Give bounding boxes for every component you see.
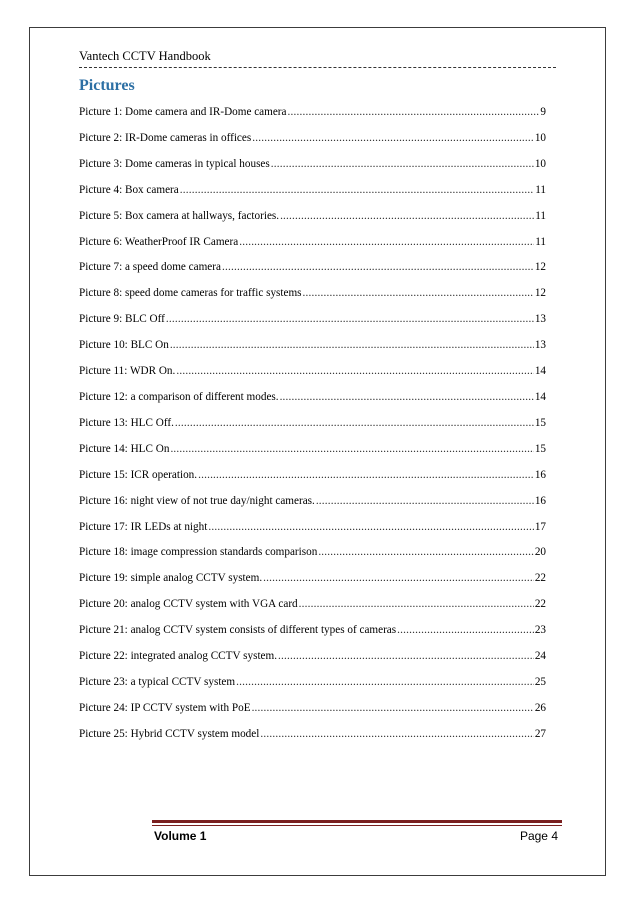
toc-entry-page-number: 16 — [534, 468, 546, 481]
toc-entry-page-number: 14 — [534, 390, 546, 403]
toc-entry-label: Picture 16: night view of not true day/night cameras. — [79, 494, 315, 507]
toc-dot-leader — [271, 152, 534, 178]
toc-dot-leader — [198, 463, 534, 489]
toc-entry[interactable] — [79, 178, 546, 204]
toc-entry[interactable] — [79, 230, 546, 256]
toc-dot-leader — [180, 178, 534, 204]
toc-entry[interactable] — [79, 463, 546, 489]
toc-dot-leader — [280, 204, 534, 230]
toc-entry[interactable] — [79, 515, 546, 541]
toc-entry-page-number: 22 — [534, 598, 546, 611]
toc-entry-page-number: 10 — [534, 157, 546, 170]
section-heading: Pictures — [79, 77, 135, 94]
toc-entry-label: Picture 5: Box camera at hallways, factories. — [79, 209, 280, 222]
toc-entry-label: Picture 4: Box camera — [79, 183, 179, 196]
toc-entry-label: Picture 23: a typical CCTV system — [79, 675, 236, 688]
toc-entry-label: Picture 19: simple analog CCTV system. — [79, 572, 263, 585]
toc-dot-leader — [299, 592, 534, 618]
toc-entry-page-number: 27 — [534, 727, 546, 740]
toc-entry-label: Picture 21: analog CCTV system consists of different types of cameras — [79, 624, 397, 637]
footer-page-number: Page 4 — [519, 829, 558, 843]
toc-entry-label: Picture 13: HLC Off. — [79, 416, 174, 429]
toc-entry[interactable] — [79, 644, 546, 670]
toc-entry-page-number: 12 — [534, 287, 546, 300]
toc-entry-label: Picture 15: ICR operation. — [79, 468, 198, 481]
toc-dot-leader — [239, 230, 534, 256]
toc-dot-leader — [166, 307, 534, 333]
header-divider — [79, 67, 556, 68]
toc-dot-leader — [170, 333, 534, 359]
footer-divider-thin — [152, 825, 562, 826]
toc-entry-page-number: 22 — [534, 572, 546, 585]
toc-entry[interactable] — [79, 722, 546, 748]
toc-entry-page-number: 11 — [535, 235, 546, 248]
toc-entry-page-number: 15 — [534, 442, 546, 455]
toc-entry[interactable] — [79, 152, 546, 178]
toc-dot-leader — [208, 515, 533, 541]
toc-entry[interactable] — [79, 566, 546, 592]
toc-entry-label: Picture 9: BLC Off — [79, 313, 165, 326]
toc-entry-label: Picture 12: a comparison of different modes. — [79, 390, 279, 403]
toc-entry-page-number: 23 — [534, 624, 546, 637]
toc-entry-page-number: 26 — [534, 701, 546, 714]
footer-divider-thick — [152, 820, 562, 823]
toc-entry[interactable] — [79, 696, 546, 722]
toc-entry[interactable] — [79, 359, 546, 385]
toc-entry-label: Picture 22: integrated analog CCTV system. — [79, 650, 278, 663]
toc-entry[interactable] — [79, 411, 546, 437]
toc-entry[interactable] — [79, 592, 546, 618]
toc-dot-leader — [252, 696, 534, 722]
toc-entry-label: Picture 20: analog CCTV system with VGA card — [79, 598, 298, 611]
toc-entry-page-number: 16 — [534, 494, 546, 507]
toc-dot-leader — [170, 437, 533, 463]
toc-dot-leader — [318, 540, 534, 566]
toc-entry-label: Picture 3: Dome cameras in typical houses — [79, 157, 270, 170]
toc-entry-page-number: 15 — [534, 416, 546, 429]
toc-entry-page-number: 13 — [534, 339, 546, 352]
toc-entry-label: Picture 1: Dome camera and IR-Dome camera — [79, 106, 287, 118]
toc-dot-leader — [280, 385, 534, 411]
toc-entry-page-number: 24 — [534, 650, 546, 663]
toc-entry-label: Picture 17: IR LEDs at night — [79, 520, 208, 533]
toc-dot-leader — [397, 618, 534, 644]
toc-entry[interactable] — [79, 333, 546, 359]
toc-entry[interactable] — [79, 670, 546, 696]
toc-dot-leader — [316, 489, 534, 515]
toc-dot-leader — [303, 281, 534, 307]
toc-entry-label: Picture 14: HLC On — [79, 442, 170, 455]
toc-dot-leader — [176, 359, 533, 385]
toc-entry[interactable] — [79, 204, 546, 230]
toc-entry[interactable] — [79, 307, 546, 333]
toc-entry-label: Picture 18: image compression standards comparison — [79, 546, 318, 559]
toc-entry[interactable] — [79, 618, 546, 644]
toc-dot-leader — [278, 644, 534, 670]
toc-entry-label: Picture 11: WDR On. — [79, 365, 176, 378]
document-header-title: Vantech CCTV Handbook — [79, 49, 211, 63]
toc-entry-page-number: 10 — [534, 131, 546, 144]
toc-entry-page-number: 25 — [534, 675, 546, 688]
toc-entry-label: Picture 24: IP CCTV system with PoE — [79, 701, 251, 714]
footer-volume: Volume 1 — [154, 829, 207, 843]
toc-dot-leader — [236, 670, 534, 696]
toc-entry-page-number: 17 — [534, 520, 546, 533]
toc-entry[interactable] — [79, 100, 546, 126]
toc-entry-label: Picture 10: BLC On — [79, 339, 169, 352]
toc-dot-leader — [222, 255, 534, 281]
toc-dot-leader — [288, 100, 540, 126]
table-of-figures — [79, 100, 546, 748]
toc-entry-page-number: 9 — [540, 106, 546, 118]
toc-entry[interactable] — [79, 255, 546, 281]
toc-entry-page-number: 12 — [534, 261, 546, 274]
toc-entry-label: Picture 7: a speed dome camera — [79, 261, 221, 274]
toc-entry-page-number: 11 — [535, 209, 546, 222]
toc-entry[interactable] — [79, 281, 546, 307]
toc-entry-page-number: 13 — [534, 313, 546, 326]
toc-entry-label: Picture 8: speed dome cameras for traffic systems — [79, 287, 302, 300]
toc-entry-page-number: 14 — [534, 365, 546, 378]
toc-entry-label: Picture 6: WeatherProof IR Camera — [79, 235, 239, 248]
toc-dot-leader — [260, 722, 533, 748]
toc-entry-page-number: 20 — [534, 546, 546, 559]
toc-entry-page-number: 11 — [535, 183, 546, 196]
toc-entry[interactable] — [79, 385, 546, 411]
toc-entry[interactable] — [79, 540, 546, 566]
toc-dot-leader — [263, 566, 534, 592]
toc-entry-label: Picture 25: Hybrid CCTV system model — [79, 727, 260, 740]
toc-entry[interactable] — [79, 489, 546, 515]
toc-entry[interactable] — [79, 126, 546, 152]
toc-dot-leader — [252, 126, 534, 152]
toc-entry-label: Picture 2: IR-Dome cameras in offices — [79, 131, 252, 144]
toc-dot-leader — [175, 411, 534, 437]
toc-entry[interactable] — [79, 437, 546, 463]
